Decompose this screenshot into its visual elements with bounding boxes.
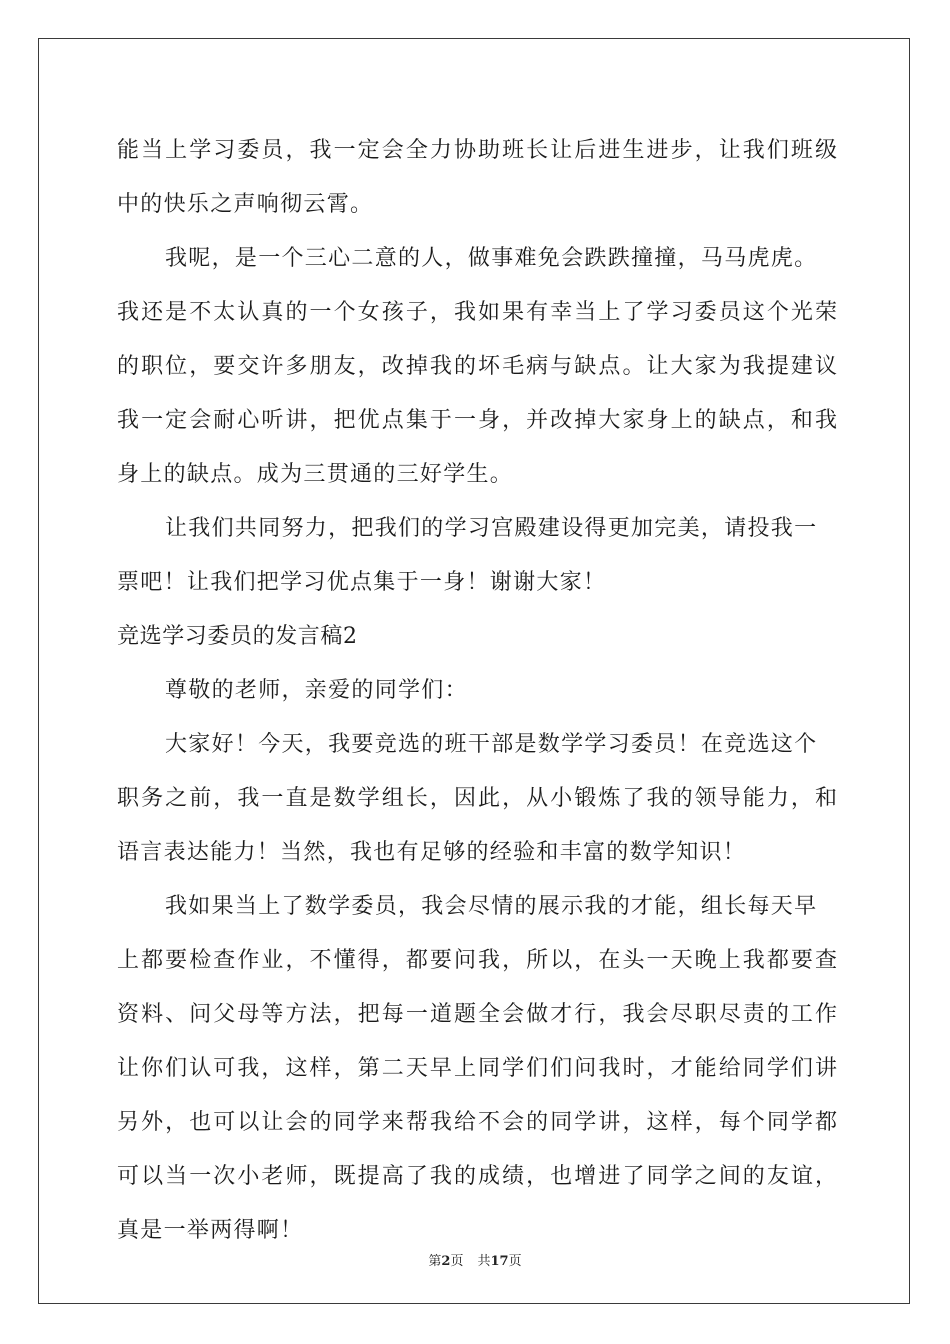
- paragraph-line: 我还是不太认真的一个女孩子，我如果有幸当上了学习委员这个光荣: [117, 300, 837, 325]
- paragraph-line: 我一定会耐心听讲，把优点集于一身，并改掉大家身上的缺点，和我: [117, 408, 837, 433]
- paragraph-line: 职务之前，我一直是数学组长，因此，从小锻炼了我的领导能力，和: [117, 786, 837, 811]
- paragraph-line: 身上的缺点。成为三贯通的三好学生。: [117, 462, 514, 487]
- page-footer: [0, 1250, 950, 1269]
- paragraph-line: 可以当一次小老师，既提高了我的成绩，也增进了同学之间的友谊，: [117, 1164, 837, 1189]
- page-prefix: 第: [428, 1254, 442, 1269]
- paragraph-line: 能当上学习委员，我一定会全力协助班长让后进生进步，让我们班级: [117, 138, 837, 163]
- paragraph-line: 资料、问父母等方法，把每一道题全会做才行，我会尽职尽责的工作: [117, 1002, 837, 1027]
- paragraph-line: 票吧！让我们把学习优点集于一身！谢谢大家！: [117, 570, 607, 595]
- document-body: [117, 124, 837, 1258]
- paragraph-line: 语言表达能力！当然，我也有足够的经验和丰富的数学知识！: [117, 840, 747, 865]
- total-suffix: 页: [508, 1254, 522, 1269]
- paragraph-line: 的职位，要交许多朋友，改掉我的坏毛病与缺点。让大家为我提建议: [117, 354, 837, 379]
- paragraph-line: 我如果当上了数学委员，我会尽情的展示我的才能，组长每天早: [165, 894, 818, 919]
- salutation: 尊敬的老师，亲爱的同学们：: [165, 678, 468, 703]
- paragraph-line: 让你们认可我，这样，第二天早上同学们们问我时，才能给同学们讲: [117, 1056, 837, 1081]
- page-suffix: 页: [450, 1254, 464, 1269]
- paragraph-line: 大家好！今天，我要竞选的班干部是数学学习委员！在竞选这个: [165, 732, 818, 757]
- paragraph-line: 让我们共同努力，把我们的学习宫殿建设得更加完美，请投我一: [165, 516, 818, 541]
- total-prefix: 共: [477, 1254, 491, 1269]
- page-number: 2: [441, 1254, 451, 1269]
- paragraph-line: 上都要检查作业，不懂得，都要问我，所以，在头一天晚上我都要查: [117, 948, 837, 973]
- section-heading: 竞选学习委员的发言稿2: [117, 624, 358, 649]
- total-pages: 17: [490, 1254, 509, 1269]
- paragraph-line: 真是一举两得啊！: [117, 1218, 304, 1243]
- paragraph-line: 我呢，是一个三心二意的人，做事难免会跌跌撞撞，马马虎虎。: [165, 246, 818, 271]
- paragraph-line: 另外，也可以让会的同学来帮我给不会的同学讲，这样，每个同学都: [117, 1110, 837, 1135]
- paragraph-line: 中的快乐之声响彻云霄。: [117, 192, 374, 217]
